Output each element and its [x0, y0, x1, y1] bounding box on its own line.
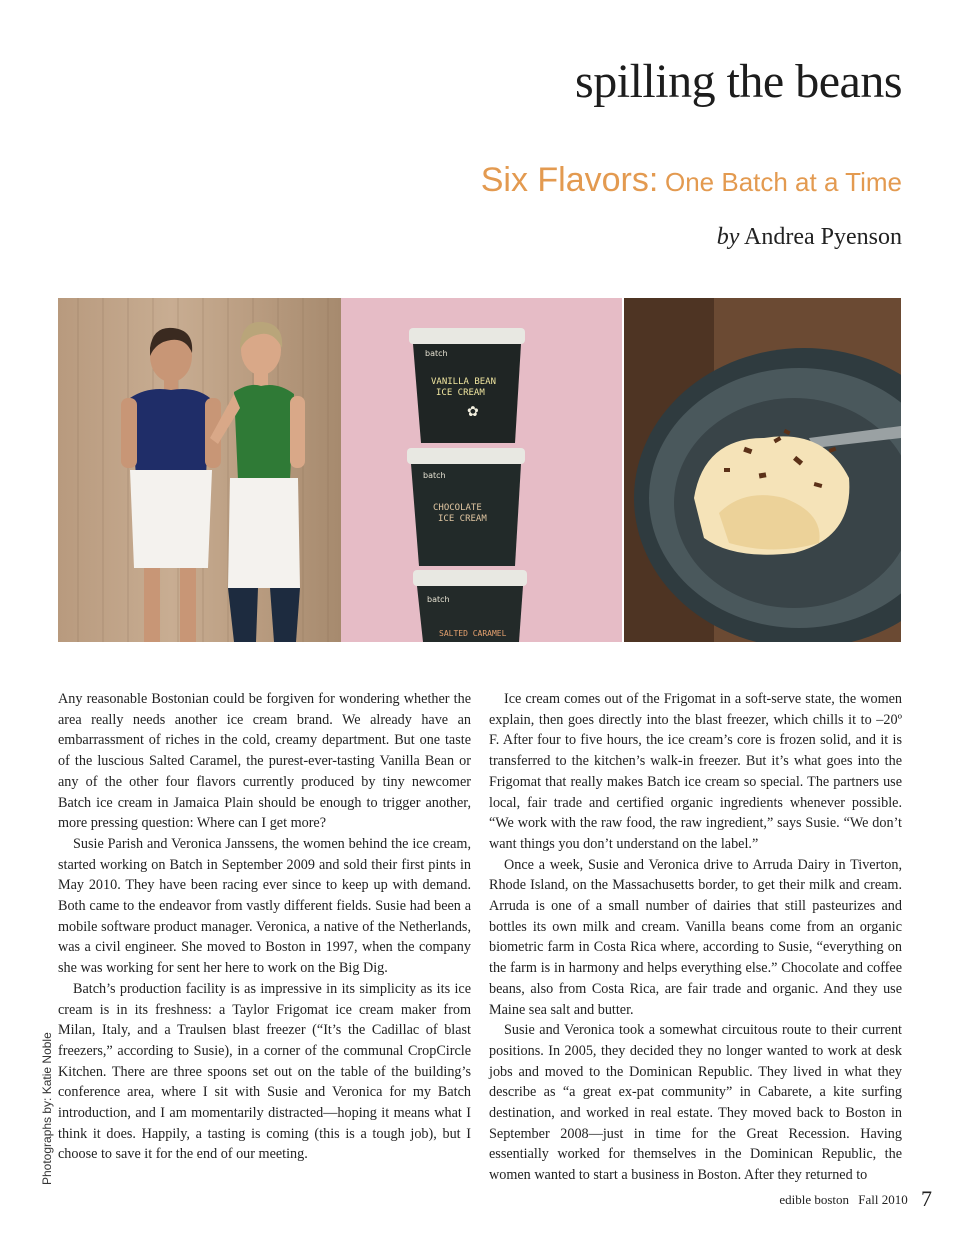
- pint-chocolate: [407, 448, 525, 566]
- pints-illustration: [341, 298, 622, 642]
- section-title: spilling the beans: [575, 55, 902, 108]
- paragraph: Any reasonable Bostonian could be forgiven for wondering whether the area really needs another ice cream brand. We already have an embarrassment of riches in the cold, creamy department. But one taste of the luscious Salted Caramel, the purest-ever-tasting Vanilla Bean or any of the other four flavors currently produced by tiny newcomer Batch ice cream in Jamaica Plain should be enough to trigger another, more pressing question: Where can I get more?: [58, 691, 471, 832]
- photo-ice-cream-pints: [341, 298, 622, 642]
- pint-salted-caramel: [413, 570, 527, 642]
- paragraph: Susie and Veronica took a somewhat circuitous route to their current positions. In 2005, they decided they no longer wanted to work at desk jobs and moved to the Dominican Republic. They lived in what they describe as “a great ex-pat community” in Cabarete, a kite surfing destination, and worked in real estate. They moved back to Boston in September 2008—just in time for the Great Recession. Having essentially worked for themselves in the Dominican Republic, the women wanted to start a business in Boston. After they returned to: [489, 1022, 902, 1184]
- photo-two-women: [58, 298, 341, 642]
- photo-credit-text: Photographs by: Katie Noble: [40, 1032, 54, 1185]
- paragraph: Once a week, Susie and Veronica drive to Arruda Dairy in Tiverton, Rhode Island, on the Massachusetts border, to get their milk and cream. Arruda is one of a small number of dairies that still pasteurizes and bottles its own milk and cream. Vanilla beans come from an organic biometric farm in Costa Rica where, according to Susie, “everything on the farm is in harmony and helps everything else.” Chocolate and coffee beans, also from Costa Rica, are fair trade and organic. And they use Maine sea salt and butter.: [489, 856, 902, 1018]
- article-column-left: [58, 689, 471, 1165]
- pint-vanilla-bean: [409, 328, 525, 443]
- page-number: 7: [921, 1186, 932, 1211]
- byline-prefix: by: [716, 224, 740, 250]
- pint-label-2b: ICE CREAM: [438, 514, 487, 524]
- photo-two-women-illustration: [58, 298, 341, 642]
- pint-label-1a: VANILLA BEAN: [431, 377, 497, 387]
- pint-brand-1: batch: [425, 349, 448, 358]
- article-headline: [481, 163, 902, 197]
- issue-date: Fall 2010: [858, 1192, 908, 1207]
- article-column-right: [489, 689, 902, 1186]
- pint-label-2a: CHOCOLATE: [433, 503, 482, 513]
- paragraph: Ice cream comes out of the Frigomat in a soft-serve state, the women explain, then goes directly into the blast freezer, which chills it to –20º F. After four to five hours, the ice cream’s core is frozen solid, and it is transferred to the kitchen’s walk-in freezer. But it’s what goes into the Frigomat that really makes Batch ice cream so special. The partners use local, fair trade and certified organic ingredients whenever possible. “We work with the raw food, the raw ingredient,” says Susie. “We don’t want things you don’t understand on the label.”: [489, 691, 902, 852]
- photo-ice-cream-bowl: [624, 298, 901, 642]
- pint-brand-2: batch: [423, 471, 446, 480]
- pint-label-1b: ICE CREAM: [436, 388, 485, 398]
- paragraph: Susie Parish and Veronica Janssens, the women behind the ice cream, started working on Batch in September 2009 and sold their first pints in May 2010. They have been racing ever since to keep up with demand. Both came to the endeavor from vastly different fields. Susie had been a mobile software product manager. Veronica, a native of the Netherlands, was a civil engineer. She moved to Boston in 1997, when the company she was working for sent her here to work on the Big Dig.: [58, 835, 471, 977]
- flower-icon: ✿: [467, 405, 479, 420]
- photo-credit: [26, 1020, 54, 1185]
- bowl-illustration: [624, 298, 901, 642]
- paragraph: Batch’s production facility is as impressive in its simplicity as its ice cream is in its freshness: a Taylor Frigomat ice cream maker from Milan, Italy, and a Traulsen blast freezer (“It’s the Cadillac of blast freezers,” according to Susie), in a corner of the communal CropCircle Kitchen. There are three spoons set out on the table of the building’s conference area, where I sit with Susie and Veronica for my Batch introduction, and I am momentarily distracted—hoping it means what I think it does. Happily, a tasting is coming (this is a tough job), but I choose to save it for the end of our meeting.: [58, 980, 471, 1163]
- headline-main: Six Flavors:: [480, 161, 659, 199]
- byline-author: Andrea Pyenson: [744, 224, 902, 250]
- pint-brand-3: batch: [427, 595, 450, 604]
- publication-name: edible boston: [779, 1192, 850, 1207]
- byline: [717, 224, 902, 251]
- page-footer: [779, 1186, 932, 1212]
- pint-label-3a: SALTED CARAMEL: [439, 629, 507, 638]
- headline-sub: One Batch at a Time: [664, 167, 902, 197]
